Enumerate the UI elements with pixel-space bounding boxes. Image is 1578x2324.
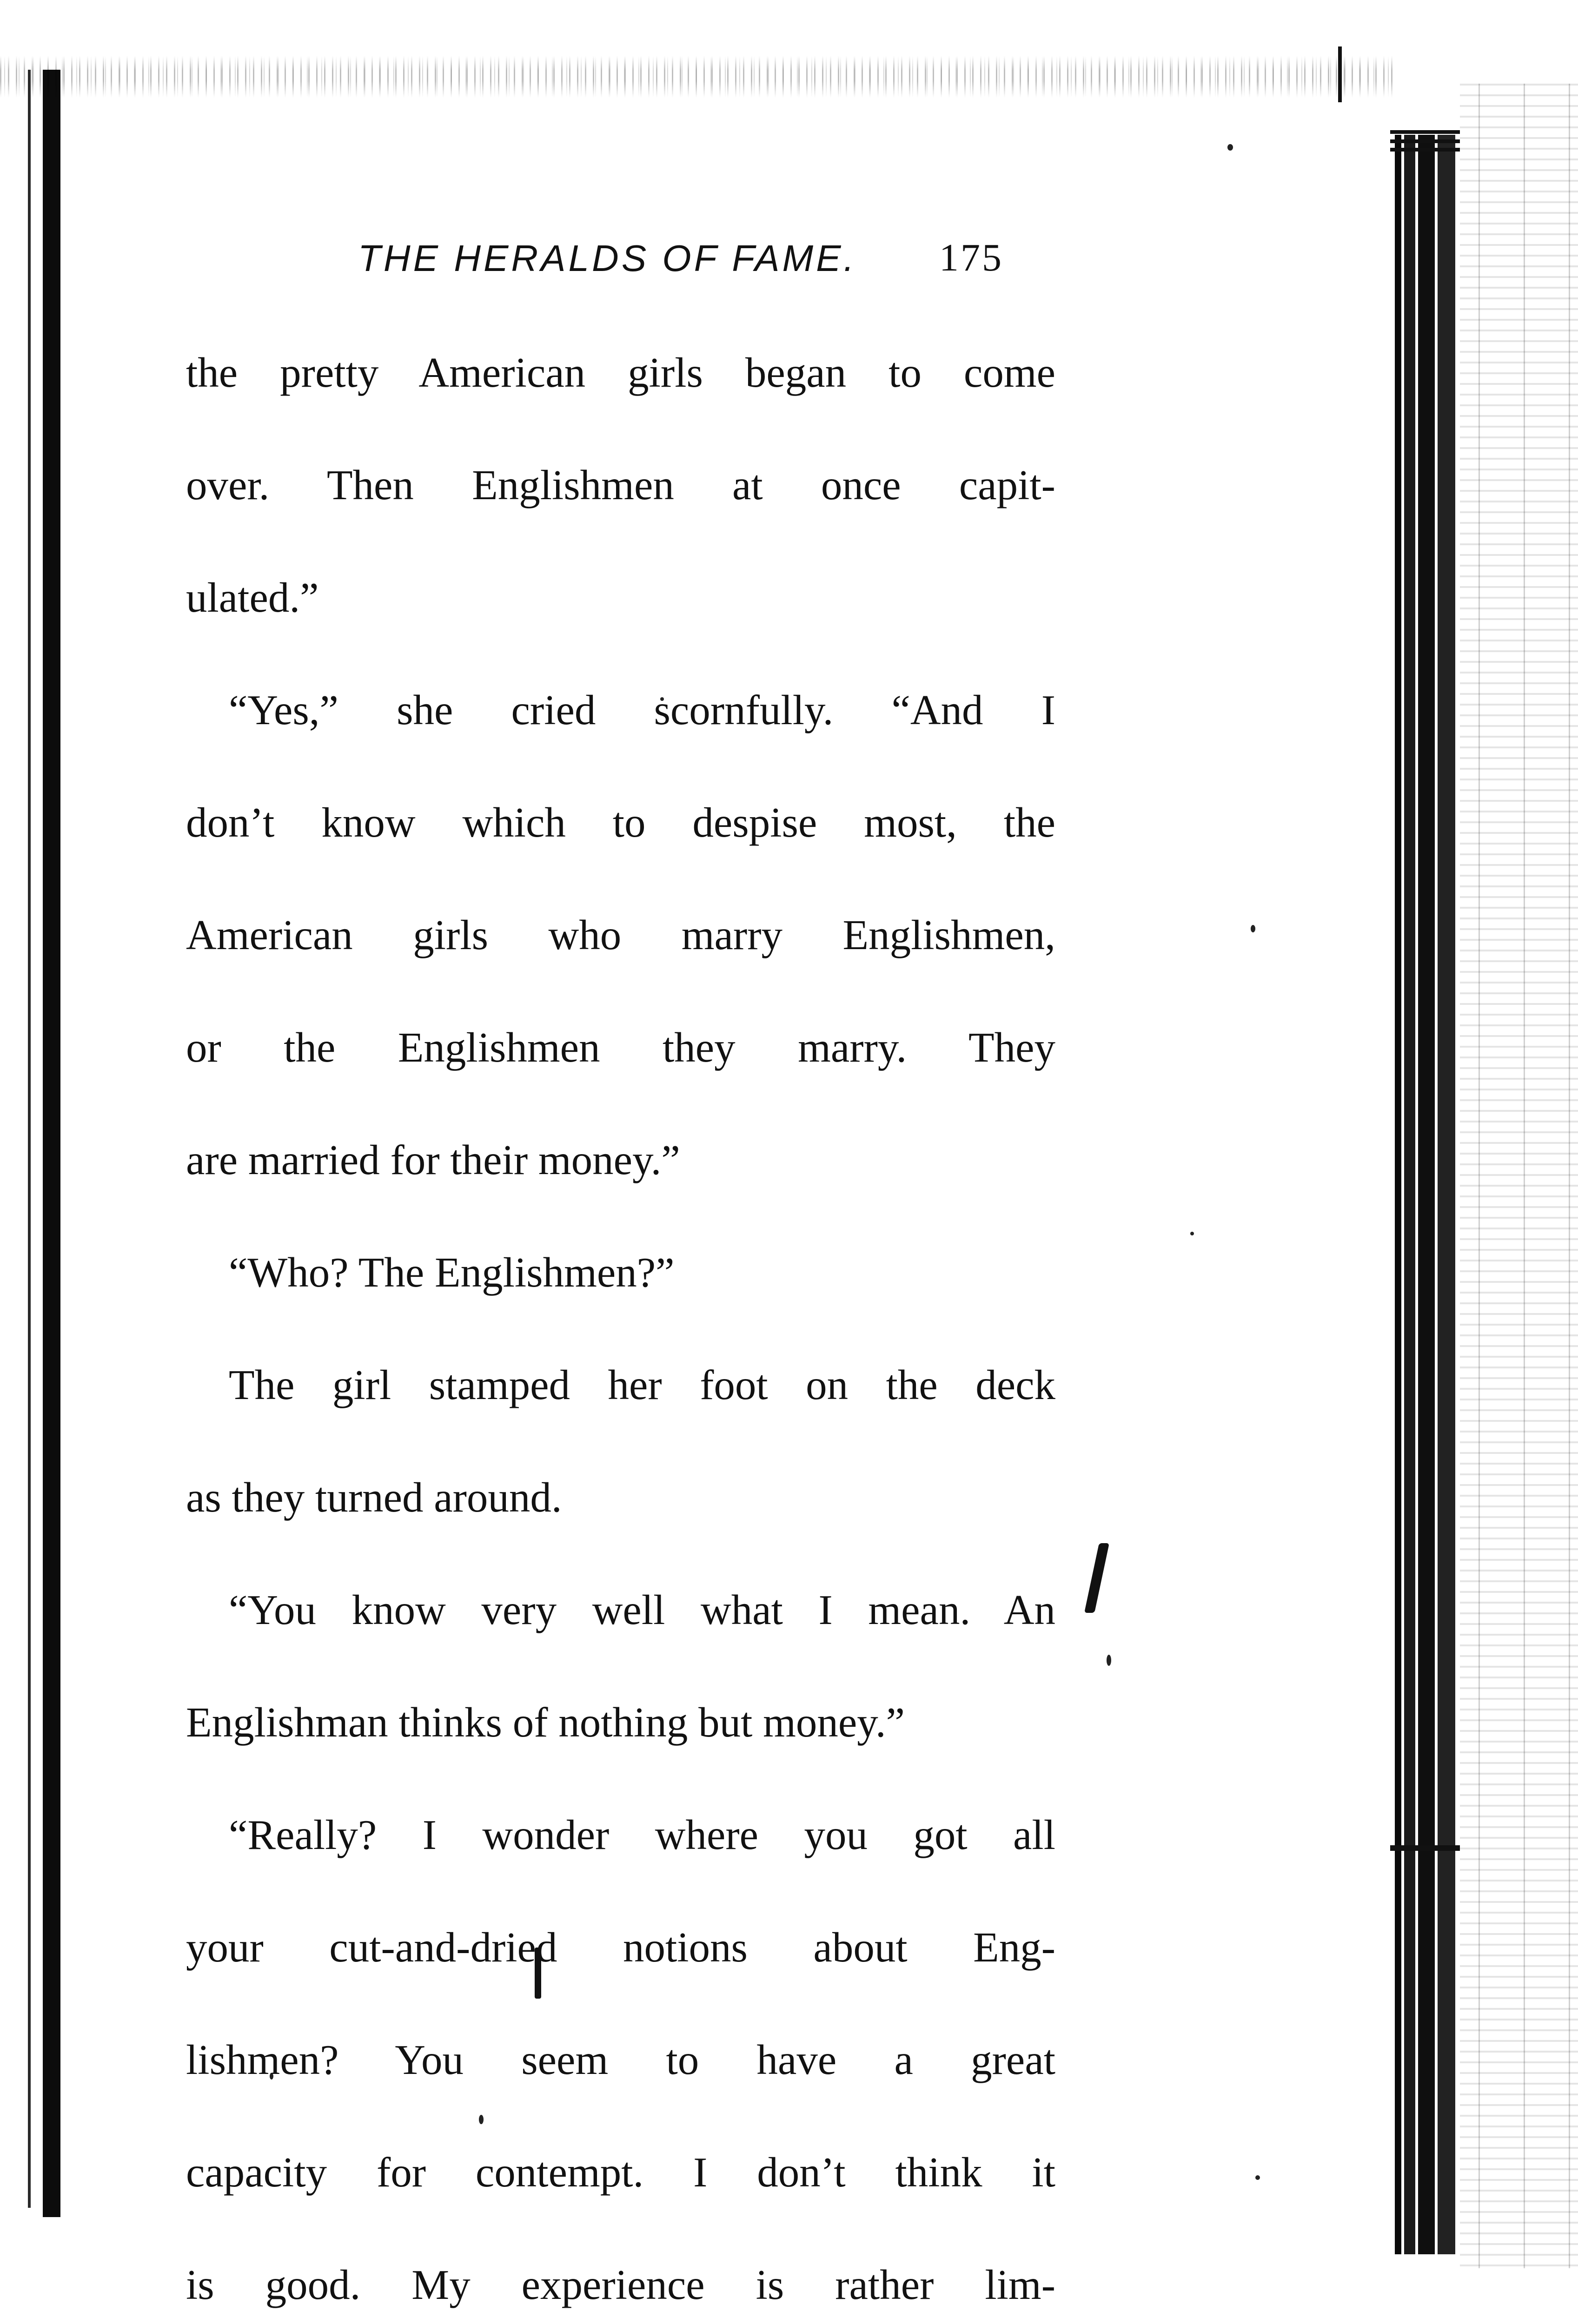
text-line: The girl stamped her foot on the deck [229, 1361, 1055, 1408]
text-line: “Yes,” she cried scornfully. “And I [229, 687, 1055, 733]
text-line: your cut-and-dried notions about Eng- [186, 1924, 1055, 1971]
speck [1190, 1232, 1194, 1235]
book-page [186, 223, 1055, 2324]
speck [1227, 144, 1233, 151]
text-line: capacity for contempt. I don’t think it [186, 2149, 1055, 2196]
ink-smudge [1084, 1543, 1109, 1613]
right-binding-rule [1390, 1845, 1460, 1851]
left-binding-shadow [43, 70, 60, 2217]
text-line: the pretty American girls began to come [186, 349, 1055, 396]
body-text [186, 288, 1055, 2324]
text-line: American girls who marry Englishmen, [186, 911, 1055, 958]
speck [1255, 2175, 1260, 2180]
text-line: over. Then Englishmen at once capit- [186, 462, 1055, 508]
right-binding-shadow [1395, 135, 1455, 2254]
text-line: lishmen? You seem to have a great [186, 2036, 1055, 2083]
text-line: “Really? I wonder where you got all [229, 1811, 1055, 1858]
speck [1251, 925, 1255, 932]
top-edge-mark [1338, 46, 1342, 102]
page-number: 175 [939, 236, 1003, 279]
text-line: Englishman thinks of nothing but money.” [186, 1699, 905, 1746]
text-line: as they turned around. [186, 1474, 562, 1521]
right-binding-rule [1390, 139, 1460, 143]
running-title: THE HERALDS OF FAME. [358, 238, 857, 279]
text-line: “You know very well what I mean. An [229, 1586, 1055, 1633]
left-page-edge [28, 70, 31, 2208]
text-line: ulated.” [186, 574, 319, 621]
top-edge-noise [0, 56, 1395, 98]
right-page-edge [1460, 84, 1578, 2268]
right-binding-rule [1390, 148, 1460, 152]
running-head [186, 223, 1055, 288]
text-line: don’t know which to despise most, the [186, 799, 1055, 846]
speck [1107, 1655, 1111, 1666]
text-line: is good. My experience is rather lim- [186, 2261, 1055, 2308]
right-binding-rule [1390, 130, 1460, 134]
text-line: are married for their money.” [186, 1136, 680, 1183]
text-line: “Who? The Englishmen?” [229, 1249, 675, 1296]
text-line: or the Englishmen they marry. They [186, 1024, 1055, 1071]
